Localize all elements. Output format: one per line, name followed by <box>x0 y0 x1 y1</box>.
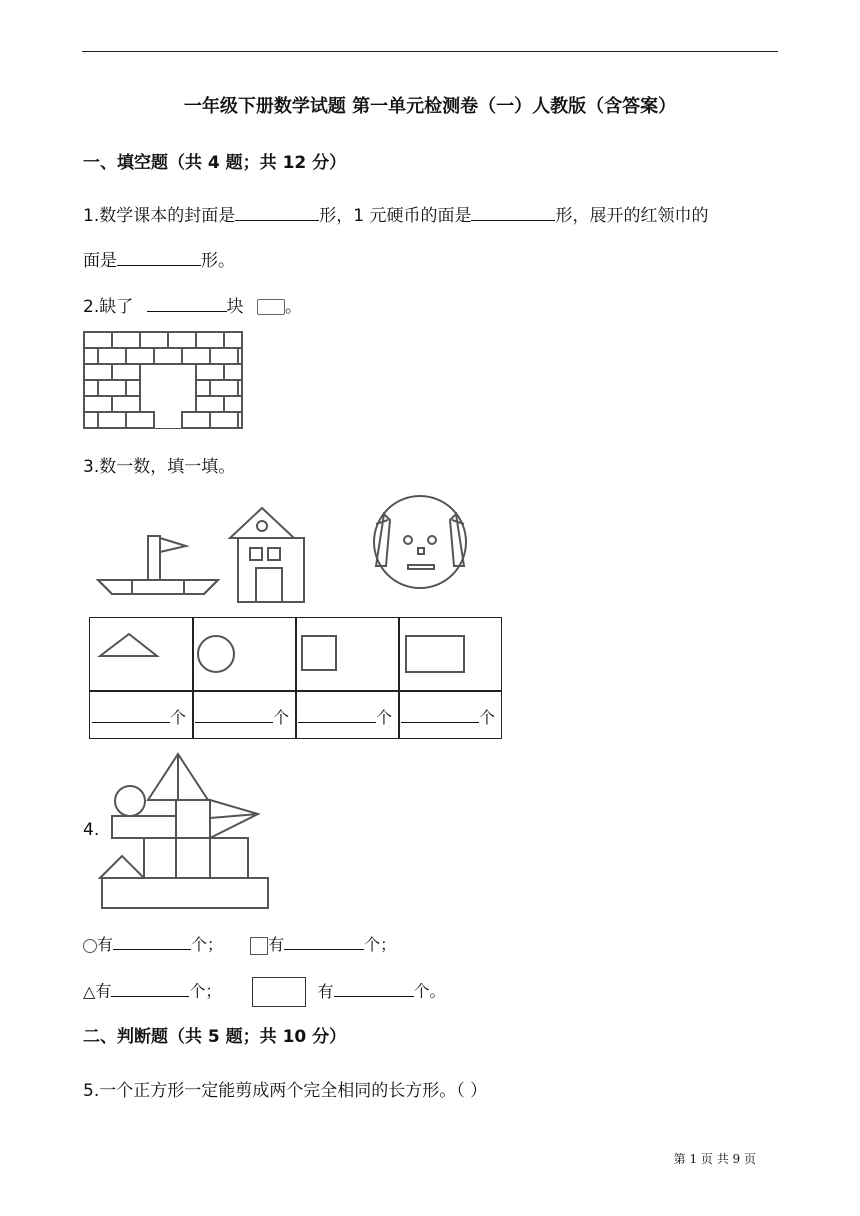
triangle-count-cell: 个 <box>92 704 186 728</box>
header-rule <box>82 51 778 52</box>
question-3-pictures <box>90 488 510 608</box>
square-count-cell: 个 <box>298 704 392 728</box>
shape-building-figure <box>98 752 273 912</box>
rectangle-count-cell: 个 <box>401 704 495 728</box>
brick-wall-figure <box>82 330 244 430</box>
triangle-icon <box>95 626 165 666</box>
answer-blank[interactable] <box>471 202 555 221</box>
answer-blank[interactable] <box>334 978 414 997</box>
answer-blank[interactable] <box>147 293 227 312</box>
answer-blank[interactable] <box>284 931 364 950</box>
brick-icon <box>257 299 285 315</box>
question-4-number: 4. <box>83 820 100 840</box>
answer-blank[interactable] <box>235 202 319 221</box>
answer-blank[interactable] <box>113 931 191 950</box>
page-title: 一年级下册数学试题 第一单元检测卷（一）人教版（含答案） <box>183 96 677 117</box>
question-3: 3.数一数，填一填。 <box>83 457 236 477</box>
answer-blank[interactable] <box>195 704 273 723</box>
square-icon <box>298 634 348 684</box>
rectangle-icon <box>402 634 472 684</box>
section-heading-true-false: 二、判断题（共 5 题；共 10 分） <box>83 1027 347 1047</box>
question-4-row-2: △有 个； 有 个。 <box>83 977 446 1007</box>
shape-count-table <box>89 617 502 739</box>
answer-blank[interactable] <box>111 978 189 997</box>
circle-icon <box>194 634 244 684</box>
question-4-row-1: 有 个； 有 个； <box>83 931 396 955</box>
answer-blank[interactable] <box>92 704 170 723</box>
circle-count-cell: 个 <box>195 704 289 728</box>
answer-blank[interactable] <box>117 247 201 266</box>
answer-blank[interactable] <box>298 704 376 723</box>
triangle-icon: △ <box>83 981 96 1001</box>
question-2: 2.缺了 块 。 <box>83 292 302 317</box>
answer-blank[interactable] <box>401 704 479 723</box>
question-5: 5.一个正方形一定能剪成两个完全相同的长方形。（ ） <box>83 1081 488 1101</box>
section-heading-fill-blank: 一、填空题（共 4 题；共 12 分） <box>83 153 347 173</box>
rectangle-icon <box>252 977 306 1007</box>
question-1-line-2: 面是 形。 <box>83 246 235 271</box>
square-icon <box>250 937 268 955</box>
circle-icon <box>83 939 97 953</box>
question-1-line-1: 1.数学课本的封面是 形，1 元硬币的面是 形，展开的红领巾的 <box>83 201 708 226</box>
